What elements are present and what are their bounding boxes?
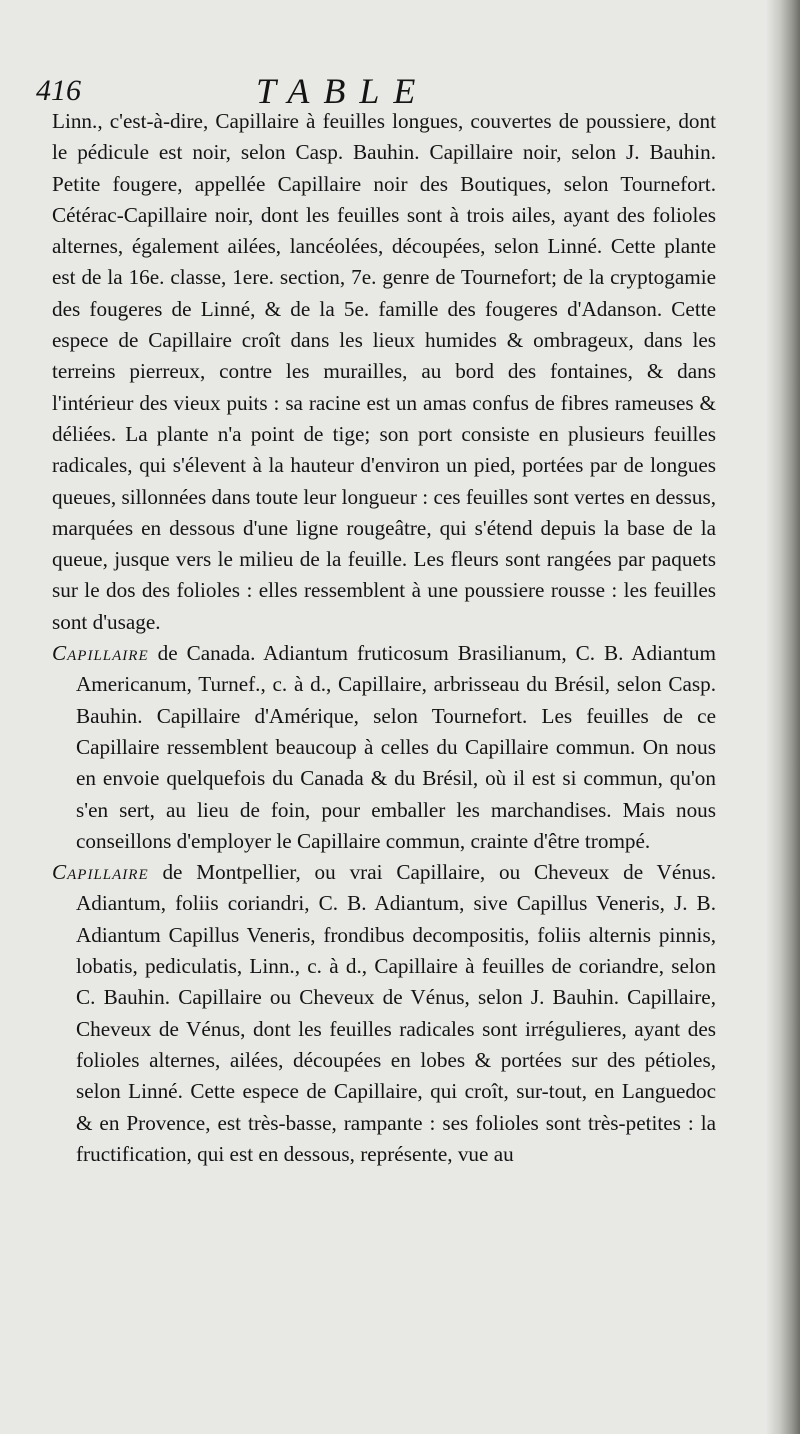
running-title: TABLE (256, 71, 430, 111)
entry-text: de Canada. Adiantum fruticosum Brasilianum, C. B. Adiantum Americanum, Turnef., c. à d., Capillaire, arbrisseau du Brésil, selon Casp. Bauhin. Capillaire d'Amérique, selon Tournefort. Les feuilles de ce Capillaire ressemblent beaucoup à celles du Capillaire commun. On nous en envoie quelquefois du Canada & du Brésil, où il est si commun, qu'on s'en sert, au lieu de foin, pour emballer les marchandises. Mais nous conseillons d'employer le Capillaire commun, crainte d'être trompé. (76, 641, 716, 853)
entry-capillaire-montpellier (52, 857, 716, 1170)
body-text (52, 106, 716, 1170)
page-number: 416 (36, 74, 81, 107)
entry-capillaire-canada (52, 638, 716, 857)
entry-headword: Capillaire (52, 641, 149, 666)
paragraph-continuation (52, 106, 716, 638)
entry-text: de Montpellier, ou vrai Capillaire, ou Cheveux de Vénus. Adiantum, foliis coriandri, C. B. Adiantum, sive Capillus Veneris, J. B. Adiantum Capillus Veneris, frondibus decompositis, foliis alternis pinnis, lobatis, pediculatis, Linn., c. à d., Capillaire à feuilles de coriandre, selon C. Bauhin. Capillaire ou Cheveux de Vénus, selon J. Bauhin. Capillaire, Cheveux de Vénus, dont les feuilles radicales sont irrégulieres, ayant des folioles alternes, ailées, découpées en lobes & portées sur des pétioles, selon Linné. Cette espece de Capillaire, qui croît, sur-tout, en Languedoc & en Provence, est très-basse, rampante : ses folioles sont très-petites : la fructification, qui est en dessous, représente, vue au (76, 860, 716, 1166)
page-gutter-shadow (766, 0, 800, 1434)
paragraph-text: Linn., c'est-à-dire, Capillaire à feuilles longues, couvertes de poussiere, dont le pédicule est noir, selon Casp. Bauhin. Capillaire noir, selon J. Bauhin. Petite fougere, appellée Capillaire noir des Boutiques, selon Tournefort. Cétérac-Capillaire noir, dont les feuilles sont à trois ailes, ayant des folioles alternes, également ailées, lancéolées, découpées, selon Linné. Cette plante est de la 16e. classe, 1ere. section, 7e. genre de Tournefort; de la cryptogamie des fougeres de Linné, & de la 5e. famille des fougeres d'Adanson. Cette espece de Capillaire croît dans les lieux humides & ombrageux, dans les terreins pierreux, contre les murailles, au bord des fontaines, & dans l'intérieur des vieux puits : sa racine est un amas confus de fibres rameuses & déliées. La plante n'a point de tige; son port consiste en plusieurs feuilles radicales, qui s'élevent à la hauteur d'environ un pied, portées par de longues queues, sillonnées dans toute leur longueur : ces feuilles sont vertes en dessus, marquées en dessous d'une ligne rougeâtre, qui s'étend depuis la base de la queue, jusque vers le milieu de la feuille. Les fleurs sont rangées par paquets sur le dos des folioles : elles ressemblent à une poussiere rousse : les feuilles sont d'usage. (52, 109, 716, 634)
entry-headword: Capillaire (52, 860, 149, 885)
